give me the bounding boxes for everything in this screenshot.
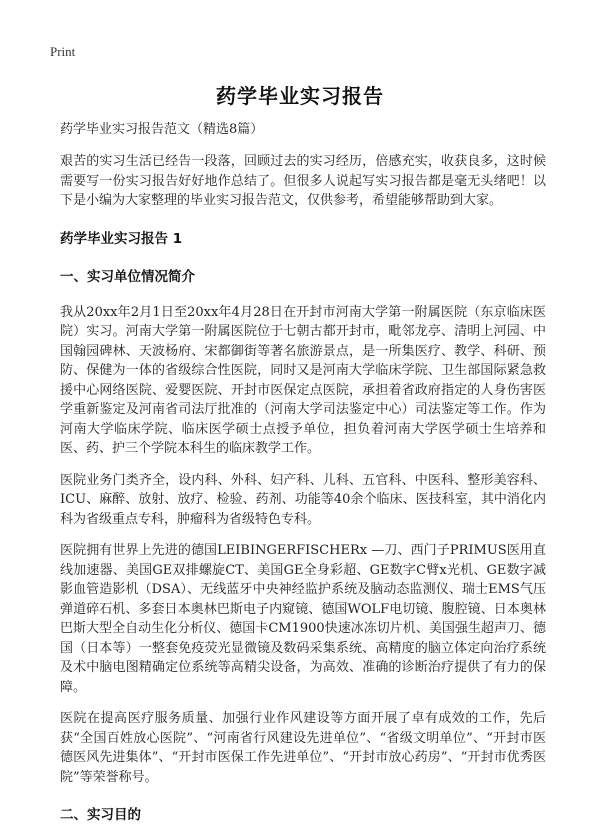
section-heading-2: 二、实习目的 — [60, 807, 141, 823]
document-subtitle: 药学毕业实习报告范文（精选8篇） — [60, 122, 264, 137]
body-paragraph: 我从20xx年2月1日至20xx年4月28日在开封市河南大学第一附属医院（东京临床医院）实习。河南大学第一附属医院位于七朝古都开封市，毗邻龙亭、清明上河园、中国翰园碑林、天波杨府、宋都御街等著名旅游景点，是一所集医疗、教学、科研、预防、保健为一体的省级综合性医院，同时又是河南大学临床学院、卫生部国际紧急救援中心网络医院、爱婴医院、开封市医保定点医院，承担着省政府指定的人身伤害医学重新鉴定及河南省司法厅批准的（河南大学司法鉴定中心）司法鉴定等工作。作为河南大学临床学院、临床医学硕士点授予单位，担负着河南大学医学硕士生培养和医、药、护三个学院本科生的临床教学工作。 — [60, 304, 546, 456]
print-link[interactable]: Print — [50, 44, 76, 59]
intro-paragraph: 艰苦的实习生活已经告一段落，回顾过去的实习经历，倍感充实，收获良多，这时候需要写一份实习报告好好地作总结了。但很多人说起写实习报告都是毫无头绪吧！以下是小编为大家整理的毕业实习报告范文，仅供参考，希望能够帮助到大家。 — [60, 154, 546, 208]
report-heading: 药学毕业实习报告 1 — [60, 230, 183, 247]
body-paragraph: 医院业务门类齐全，设内科、外科、妇产科、儿科、五官科、中医科、整形美容科、ICU、麻醉、放射、放疗、检验、药剂、功能等40余个临床、医技科室，其中消化内科为省级重点专科，肿瘤科为省级特色专科。 — [60, 472, 546, 527]
document-body — [60, 120, 546, 839]
body-paragraph: 医院拥有世界上先进的德国LEIBINGERFISCHERx —刀、西门子PRIMUS医用直线加速器、美国GE双排螺旋CT、美国GE全身彩超、GE数字C臂x光机、GE数字减影血管造影机（DSA）、无线蓝牙中央神经监护系统及脑动态监测仪、瑞士EMS气压弹道碎石机、多套日本奥林巴斯电子内窥镜、德国WOLF电切镜、腹腔镜、日本奥林巴斯大型全自动生化分析仪、德国卡CM1900快速冰冻切片机、美国强生超声刀、德国（日本等）一整套免疫荧光显微镜及数码采集系统、高精度的脑立体定向治疗系统及术中脑电图精确定位系统等高精尖设备，为高效、准确的诊断治疗提供了有力的保障。 — [60, 543, 546, 695]
body-paragraph: 医院在提高医疗服务质量、加强行业作风建设等方面开展了卓有成效的工作，先后获“全国百姓放心医院”、“河南省行风建设先进单位”、“省级文明单位”、“开封市医德医风先进集体”、“开封市医保工作先进单位”、“开封市放心药房”、“开封市优秀医院”等荣誉称号。 — [60, 711, 546, 785]
section-heading-1: 一、实习单位情况简介 — [60, 268, 195, 285]
page-title: 药学毕业实习报告 — [216, 84, 384, 108]
